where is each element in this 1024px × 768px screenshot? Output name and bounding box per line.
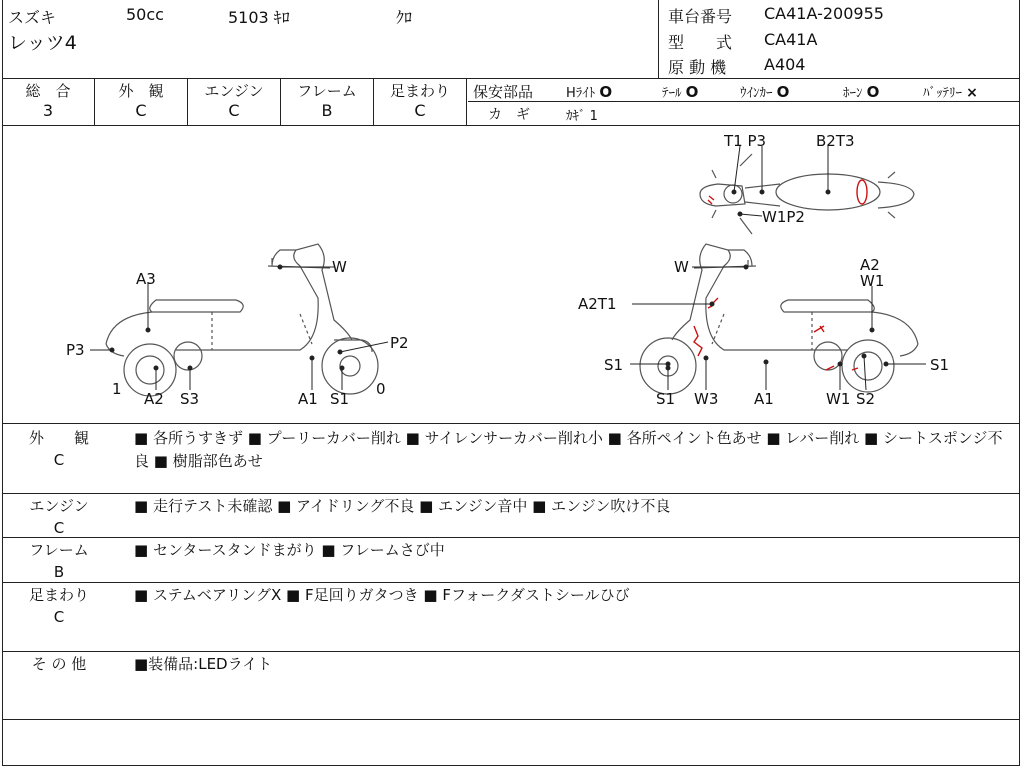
label-right-a2: A2 [860,256,880,274]
divider [2,651,1020,652]
type-value: CA41A [764,30,818,49]
divider [466,78,467,125]
section-exterior-text: ■ 各所うすきず ■ プーリーカバー削れ ■ サイレンサーカバー削れ小 ■ 各所ペイント色あせ ■ レバー削れ ■ シートスポンジ不良 ■ 樹脂部色あせ [134,429,1003,470]
label-left-w: W [332,258,347,276]
score-label-total: 総 合 [25,82,71,100]
label-left-p3: P3 [66,341,85,359]
label-left-s3: S3 [180,390,200,408]
label-left-a2: A2 [144,390,164,408]
safety-item-headlight: Hﾗｲﾄ O [566,83,613,101]
safety-item-tail: ﾃｰﾙ O [662,83,699,101]
label-left-0: 0 [376,380,386,398]
section-engine-text: ■ 走行テスト未確認 ■ アイドリング不良 ■ エンジン音中 ■ エンジン吹け不良 [134,497,671,515]
score-label-engine: エンジン [204,82,264,100]
mileage: 5103 ｷﾛ [228,8,290,27]
divider [2,537,1020,538]
divider [658,0,659,78]
label-right-s1-left: S1 [604,356,624,374]
label-left-a3: A3 [136,270,156,288]
section-suspension-text: ■ ステムベアリングX ■ F足回りガタつき ■ Fフォークダストシールひび [134,586,630,604]
divider [468,101,1020,102]
score-label-exterior: 外 観 [118,82,164,100]
score-value-frame: B [321,101,333,120]
label-right-w1-bottom: W1 [826,390,851,408]
label-right-w1: W1 [860,272,885,290]
chassis-label: 車台番号 [668,7,733,26]
label-right-s1-right: S1 [930,356,950,374]
label-left-s1: S1 [330,390,350,408]
divider [2,423,1020,424]
section-exterior-label: 外 観 C [28,429,89,469]
section-other-label: そ の 他 [31,655,87,673]
score-value-total: 3 [42,101,54,120]
section-frame-label: フレーム B [29,541,89,581]
section-engine-label: エンジン C [29,497,89,537]
label-left-a1: A1 [298,390,318,408]
score-value-suspension: C [414,101,426,120]
label-right-s1-bottom: S1 [656,390,676,408]
engine-label: 原 動 機 [668,58,727,77]
type-label: 型 式 [668,33,733,52]
chassis-value: CA41A-200955 [764,4,884,23]
maker: スズキ [8,8,57,27]
safety-label: 保安部品 [473,83,534,101]
score-label-frame: フレーム [297,82,357,100]
label-t1p3: T1 P3 [724,132,767,150]
label-right-a2t1: A2T1 [578,295,617,313]
engine-value: A404 [764,55,806,74]
score-value-exterior: C [135,101,147,120]
safety-item-horn: ﾎｰﾝ O [843,83,880,101]
section-other-text: ■装備品:LEDライト [134,655,273,673]
label-right-a1: A1 [754,390,774,408]
section-suspension-label: 足まわり C [28,586,89,626]
divider [2,719,1020,720]
damage-diagram [0,126,1024,422]
safety-item-battery: ﾊﾞｯﾃﾘｰ × [923,85,978,101]
score-label-suspension: 足まわり [389,82,450,100]
label-left-p2: P2 [390,334,409,352]
color: ｸﾛ [396,8,413,27]
label-w1p2: W1P2 [762,208,805,226]
displacement: 50cc [126,5,164,24]
label-right-w3: W3 [694,390,719,408]
label-b2t3: B2T3 [816,132,855,150]
scooter-top-view [700,154,914,234]
key-label: カ ギ [488,107,530,123]
label-left-1: 1 [112,380,122,398]
key-value: ｶｷﾞ 1 [566,109,598,124]
safety-item-winker: ｳｲﾝｶｰ O [740,83,790,101]
label-right-w: W [674,258,689,276]
label-right-s2: S2 [856,390,876,408]
divider [2,78,1020,79]
score-value-engine: C [228,101,240,120]
divider [2,493,1020,494]
model-name: レッツ4 [8,32,77,54]
section-frame-text: ■ センタースタンドまがり ■ フレームさび中 [134,541,445,559]
divider [2,582,1020,583]
